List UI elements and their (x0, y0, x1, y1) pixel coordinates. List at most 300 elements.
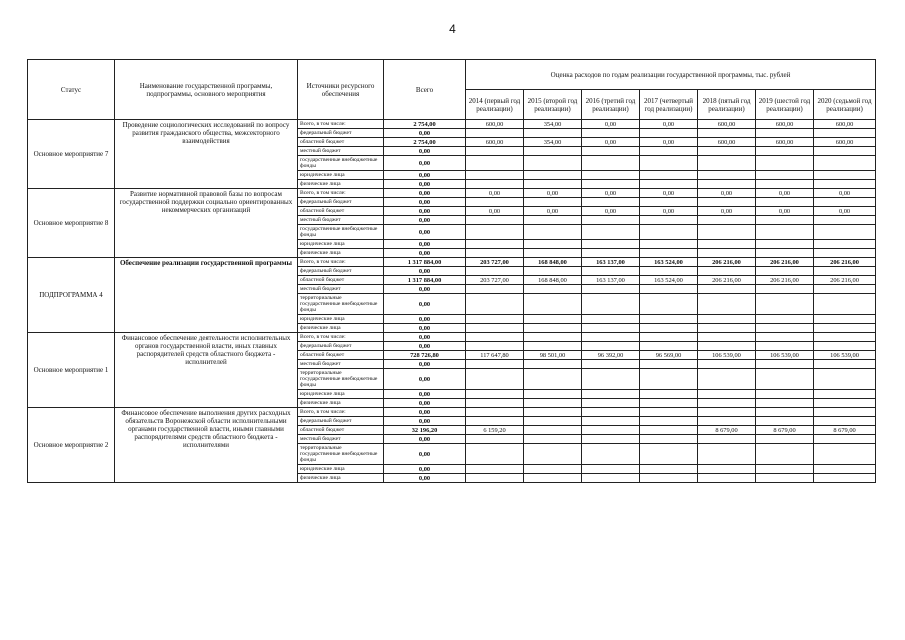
year-value-cell (582, 180, 640, 189)
year-value-cell: 168 848,00 (524, 276, 582, 285)
year-value-cell (698, 129, 756, 138)
year-value-cell (582, 147, 640, 156)
total-cell: 0,00 (384, 267, 466, 276)
total-cell: 0,00 (384, 342, 466, 351)
year-value-cell: 0,00 (640, 207, 698, 216)
program-name-cell: Обеспечение реализации государственной программы (115, 258, 298, 333)
year-value-cell: 0,00 (582, 207, 640, 216)
year-value-cell (524, 369, 582, 390)
source-cell: Всего, в том числе: (298, 333, 384, 342)
year-value-cell (582, 390, 640, 399)
year-value-cell (582, 426, 640, 435)
year-value-cell (640, 249, 698, 258)
total-cell: 0,00 (384, 189, 466, 198)
year-value-cell (640, 180, 698, 189)
year-value-cell: 0,00 (814, 207, 876, 216)
year-value-cell (582, 444, 640, 465)
source-cell: областной бюджет (298, 351, 384, 360)
table-row (28, 258, 876, 267)
source-cell: территориальные государственные внебюджетные фонды (298, 444, 384, 465)
year-value-cell (466, 360, 524, 369)
total-cell: 728 726,80 (384, 351, 466, 360)
year-value-cell: 600,00 (756, 120, 814, 129)
year-value-cell (640, 417, 698, 426)
source-cell: областной бюджет (298, 426, 384, 435)
year-value-cell (756, 435, 814, 444)
total-cell: 0,00 (384, 399, 466, 408)
year-value-cell (640, 465, 698, 474)
year-value-cell (814, 417, 876, 426)
year-value-cell (582, 156, 640, 171)
year-value-cell (814, 198, 876, 207)
year-value-cell (698, 399, 756, 408)
source-cell: федеральный бюджет (298, 342, 384, 351)
year-value-cell (524, 360, 582, 369)
year-value-cell (814, 399, 876, 408)
year-value-cell: 600,00 (814, 138, 876, 147)
year-value-cell: 0,00 (640, 189, 698, 198)
total-cell: 2 754,00 (384, 120, 466, 129)
year-value-cell (640, 267, 698, 276)
year-value-cell (524, 285, 582, 294)
year-value-cell (524, 408, 582, 417)
year-value-cell (582, 465, 640, 474)
year-value-cell (814, 285, 876, 294)
year-value-cell (582, 417, 640, 426)
year-value-cell (466, 333, 524, 342)
total-cell: 0,00 (384, 180, 466, 189)
year-value-cell (814, 171, 876, 180)
year-value-cell (698, 240, 756, 249)
header-year-2017: 2017 (четвертый год реализации) (640, 90, 698, 120)
source-cell: территориальные государственные внебюджетные фонды (298, 369, 384, 390)
header-year-2015: 2015 (второй год реализации) (524, 90, 582, 120)
year-value-cell (814, 267, 876, 276)
header-year-2016: 2016 (третий год реализации) (582, 90, 640, 120)
year-value-cell: 8 679,00 (814, 426, 876, 435)
source-cell: физические лица (298, 474, 384, 483)
year-value-cell (466, 225, 524, 240)
year-value-cell (640, 444, 698, 465)
total-cell: 0,00 (384, 333, 466, 342)
source-cell: областной бюджет (298, 138, 384, 147)
year-value-cell: 600,00 (466, 120, 524, 129)
source-cell: юридические лица (298, 171, 384, 180)
source-cell: федеральный бюджет (298, 129, 384, 138)
year-value-cell (466, 444, 524, 465)
year-value-cell (756, 171, 814, 180)
year-value-cell (698, 147, 756, 156)
year-value-cell (640, 147, 698, 156)
program-name-cell: Финансовое обеспечение деятельности исполнительных органов государственной власти, иных главных распорядителей средств областного бюджета - исполнителей (115, 333, 298, 408)
year-value-cell (582, 294, 640, 315)
year-value-cell: 0,00 (524, 189, 582, 198)
year-value-cell (756, 444, 814, 465)
year-value-cell (582, 267, 640, 276)
source-cell: территориальные государственные внебюджетные фонды (298, 294, 384, 315)
year-value-cell (698, 216, 756, 225)
year-value-cell (582, 216, 640, 225)
header-name: Наименование государственной программы, подпрограммы, основного мероприятия (115, 60, 298, 120)
year-value-cell: 163 137,00 (582, 258, 640, 267)
year-value-cell (698, 315, 756, 324)
year-value-cell (698, 444, 756, 465)
year-value-cell: 206 216,00 (698, 258, 756, 267)
source-cell: физические лица (298, 249, 384, 258)
year-value-cell: 206 216,00 (698, 276, 756, 285)
source-cell: юридические лица (298, 465, 384, 474)
year-value-cell: 206 216,00 (756, 258, 814, 267)
year-value-cell (814, 225, 876, 240)
year-value-cell (814, 240, 876, 249)
year-value-cell (640, 129, 698, 138)
year-value-cell: 117 647,80 (466, 351, 524, 360)
year-value-cell: 6 159,20 (466, 426, 524, 435)
table-row (28, 408, 876, 417)
year-value-cell (756, 216, 814, 225)
year-value-cell: 0,00 (582, 120, 640, 129)
year-value-cell (756, 129, 814, 138)
year-value-cell (640, 240, 698, 249)
year-value-cell (698, 198, 756, 207)
year-value-cell (524, 198, 582, 207)
total-cell: 0,00 (384, 171, 466, 180)
year-value-cell (698, 342, 756, 351)
year-value-cell (698, 267, 756, 276)
source-cell: местный бюджет (298, 435, 384, 444)
year-value-cell (524, 435, 582, 444)
year-value-cell (524, 444, 582, 465)
year-value-cell (582, 225, 640, 240)
year-value-cell (698, 474, 756, 483)
year-value-cell (756, 390, 814, 399)
year-value-cell (640, 474, 698, 483)
table-header (28, 60, 876, 120)
year-value-cell (756, 285, 814, 294)
year-value-cell (524, 240, 582, 249)
total-cell: 0,00 (384, 369, 466, 390)
year-value-cell (524, 333, 582, 342)
year-value-cell (524, 324, 582, 333)
year-value-cell (640, 294, 698, 315)
year-value-cell: 354,00 (524, 120, 582, 129)
year-value-cell (582, 369, 640, 390)
year-value-cell (466, 369, 524, 390)
year-value-cell (524, 267, 582, 276)
year-value-cell (756, 369, 814, 390)
year-value-cell (582, 342, 640, 351)
header-year-2014: 2014 (первый год реализации) (466, 90, 524, 120)
year-value-cell: 96 392,00 (582, 351, 640, 360)
status-cell: ПОДПРОГРАММА 4 (28, 258, 115, 333)
year-value-cell (466, 216, 524, 225)
year-value-cell (640, 360, 698, 369)
year-value-cell (582, 249, 640, 258)
year-value-cell (756, 324, 814, 333)
year-value-cell (698, 171, 756, 180)
source-cell: Всего, в том числе: (298, 189, 384, 198)
year-value-cell (524, 390, 582, 399)
year-value-cell: 203 727,00 (466, 276, 524, 285)
header-year-2019: 2019 (шестой год реализации) (756, 90, 814, 120)
status-cell: Основное мероприятие 1 (28, 333, 115, 408)
header-year-2018: 2018 (пятый год реализации) (698, 90, 756, 120)
year-value-cell (698, 180, 756, 189)
year-value-cell: 600,00 (698, 138, 756, 147)
year-value-cell (466, 198, 524, 207)
source-cell: физические лица (298, 399, 384, 408)
year-value-cell (466, 267, 524, 276)
year-value-cell (756, 156, 814, 171)
year-value-cell (466, 390, 524, 399)
year-value-cell: 203 727,00 (466, 258, 524, 267)
status-cell: Основное мероприятие 8 (28, 189, 115, 258)
year-value-cell: 8 679,00 (698, 426, 756, 435)
year-value-cell (814, 156, 876, 171)
year-value-cell (814, 324, 876, 333)
year-value-cell (814, 408, 876, 417)
source-cell: Всего, в том числе: (298, 408, 384, 417)
year-value-cell (466, 129, 524, 138)
year-value-cell: 0,00 (814, 189, 876, 198)
year-value-cell (756, 315, 814, 324)
year-value-cell (756, 360, 814, 369)
total-cell: 0,00 (384, 225, 466, 240)
source-cell: юридические лица (298, 240, 384, 249)
year-value-cell (814, 315, 876, 324)
year-value-cell (466, 240, 524, 249)
year-value-cell: 600,00 (698, 120, 756, 129)
year-value-cell (524, 474, 582, 483)
year-value-cell (756, 333, 814, 342)
year-value-cell (698, 417, 756, 426)
year-value-cell (814, 216, 876, 225)
year-value-cell: 0,00 (756, 189, 814, 198)
year-value-cell (756, 180, 814, 189)
total-cell: 0,00 (384, 324, 466, 333)
total-cell: 0,00 (384, 390, 466, 399)
year-value-cell: 0,00 (582, 138, 640, 147)
total-cell: 2 754,00 (384, 138, 466, 147)
source-cell: государственные внебюджетные фонды (298, 156, 384, 171)
year-value-cell (466, 342, 524, 351)
total-cell: 0,00 (384, 417, 466, 426)
source-cell: местный бюджет (298, 147, 384, 156)
budget-table (27, 59, 876, 483)
year-value-cell: 106 539,00 (756, 351, 814, 360)
year-value-cell (582, 171, 640, 180)
year-value-cell (640, 333, 698, 342)
year-value-cell (466, 147, 524, 156)
year-value-cell: 206 216,00 (814, 276, 876, 285)
source-cell: физические лица (298, 324, 384, 333)
total-cell: 0,00 (384, 285, 466, 294)
year-value-cell (640, 171, 698, 180)
year-value-cell (814, 147, 876, 156)
table-row (28, 120, 876, 129)
source-cell: областной бюджет (298, 276, 384, 285)
total-cell: 0,00 (384, 240, 466, 249)
source-cell: физические лица (298, 180, 384, 189)
total-cell: 1 317 884,00 (384, 276, 466, 285)
year-value-cell: 0,00 (466, 189, 524, 198)
year-value-cell (640, 426, 698, 435)
year-value-cell (640, 156, 698, 171)
source-cell: федеральный бюджет (298, 198, 384, 207)
year-value-cell: 8 679,00 (756, 426, 814, 435)
year-value-cell (756, 267, 814, 276)
source-cell: государственные внебюджетные фонды (298, 225, 384, 240)
year-value-cell (524, 426, 582, 435)
year-value-cell (698, 369, 756, 390)
year-value-cell (814, 369, 876, 390)
year-value-cell (582, 129, 640, 138)
year-value-cell (582, 333, 640, 342)
table-body (28, 120, 876, 483)
total-cell: 0,00 (384, 294, 466, 315)
year-value-cell (640, 435, 698, 444)
year-value-cell (524, 315, 582, 324)
total-cell: 0,00 (384, 315, 466, 324)
table-row (28, 333, 876, 342)
year-value-cell: 163 524,00 (640, 276, 698, 285)
year-value-cell (756, 198, 814, 207)
year-value-cell (640, 342, 698, 351)
year-value-cell (524, 249, 582, 258)
year-value-cell: 600,00 (756, 138, 814, 147)
total-cell: 0,00 (384, 207, 466, 216)
year-value-cell: 0,00 (524, 207, 582, 216)
year-value-cell (466, 399, 524, 408)
total-cell: 0,00 (384, 360, 466, 369)
source-cell: юридические лица (298, 315, 384, 324)
year-value-cell (756, 342, 814, 351)
year-value-cell: 0,00 (640, 120, 698, 129)
year-value-cell: 0,00 (466, 207, 524, 216)
header-total: Всего (384, 60, 466, 120)
year-value-cell (466, 408, 524, 417)
header-estimate: Оценка расходов по годам реализации государственной программы, тыс. рублей (466, 60, 876, 90)
year-value-cell (524, 129, 582, 138)
year-value-cell (582, 435, 640, 444)
year-value-cell (524, 225, 582, 240)
source-cell: Всего, в том числе: (298, 120, 384, 129)
year-value-cell (466, 417, 524, 426)
year-value-cell (698, 324, 756, 333)
year-value-cell (814, 390, 876, 399)
year-value-cell (756, 294, 814, 315)
total-cell: 0,00 (384, 156, 466, 171)
source-cell: Всего, в том числе: (298, 258, 384, 267)
year-value-cell (640, 198, 698, 207)
page-number: 4 (449, 22, 456, 36)
year-value-cell (814, 465, 876, 474)
year-value-cell (466, 171, 524, 180)
year-value-cell (756, 474, 814, 483)
year-value-cell (698, 225, 756, 240)
year-value-cell (582, 474, 640, 483)
year-value-cell (756, 465, 814, 474)
year-value-cell (466, 465, 524, 474)
year-value-cell (466, 294, 524, 315)
program-name-cell: Финансовое обеспечение выполнения других расходных обязательств Воронежской области исполнительными органами государственной власти, иными главными распорядителями средств областного бюджета - исполнителями (115, 408, 298, 483)
year-value-cell (698, 390, 756, 399)
year-value-cell: 600,00 (814, 120, 876, 129)
total-cell: 0,00 (384, 435, 466, 444)
year-value-cell (640, 216, 698, 225)
year-value-cell (698, 285, 756, 294)
year-value-cell (582, 399, 640, 408)
table-row (28, 189, 876, 198)
year-value-cell (814, 444, 876, 465)
year-value-cell (466, 285, 524, 294)
status-cell: Основное мероприятие 2 (28, 408, 115, 483)
program-name-cell: Развитие нормативной правовой базы по вопросам государственной поддержки социально ориентированных некоммерческих организаций (115, 189, 298, 258)
year-value-cell (466, 180, 524, 189)
year-value-cell (524, 399, 582, 408)
total-cell: 0,00 (384, 474, 466, 483)
total-cell: 0,00 (384, 198, 466, 207)
year-value-cell: 600,00 (466, 138, 524, 147)
year-value-cell (466, 324, 524, 333)
year-value-cell (582, 360, 640, 369)
year-value-cell (582, 315, 640, 324)
year-value-cell (582, 198, 640, 207)
year-value-cell (640, 390, 698, 399)
total-cell: 0,00 (384, 216, 466, 225)
total-cell: 0,00 (384, 249, 466, 258)
year-value-cell (814, 129, 876, 138)
year-value-cell (756, 147, 814, 156)
year-value-cell (814, 180, 876, 189)
year-value-cell (524, 465, 582, 474)
program-name-cell: Проведение социологических исследований по вопросу развития гражданского общества, межсекторного взаимодействия (115, 120, 298, 189)
year-value-cell (698, 249, 756, 258)
source-cell: федеральный бюджет (298, 417, 384, 426)
total-cell: 32 196,20 (384, 426, 466, 435)
header-status: Статус (28, 60, 115, 120)
year-value-cell (756, 240, 814, 249)
year-value-cell (582, 240, 640, 249)
year-value-cell (640, 324, 698, 333)
year-value-cell (466, 474, 524, 483)
year-value-cell (698, 465, 756, 474)
total-cell: 0,00 (384, 408, 466, 417)
year-value-cell (814, 342, 876, 351)
total-cell: 1 317 884,00 (384, 258, 466, 267)
year-value-cell (814, 435, 876, 444)
year-value-cell (640, 399, 698, 408)
year-value-cell (582, 324, 640, 333)
year-value-cell (814, 474, 876, 483)
year-value-cell: 168 848,00 (524, 258, 582, 267)
year-value-cell (524, 156, 582, 171)
year-value-cell: 98 501,00 (524, 351, 582, 360)
year-value-cell (524, 294, 582, 315)
year-value-cell (466, 249, 524, 258)
year-value-cell (524, 147, 582, 156)
year-value-cell (756, 249, 814, 258)
year-value-cell (524, 180, 582, 189)
year-value-cell (756, 408, 814, 417)
year-value-cell (466, 156, 524, 171)
year-value-cell (524, 417, 582, 426)
total-cell: 0,00 (384, 129, 466, 138)
source-cell: федеральный бюджет (298, 267, 384, 276)
year-value-cell (582, 408, 640, 417)
year-value-cell (640, 315, 698, 324)
source-cell: местный бюджет (298, 285, 384, 294)
